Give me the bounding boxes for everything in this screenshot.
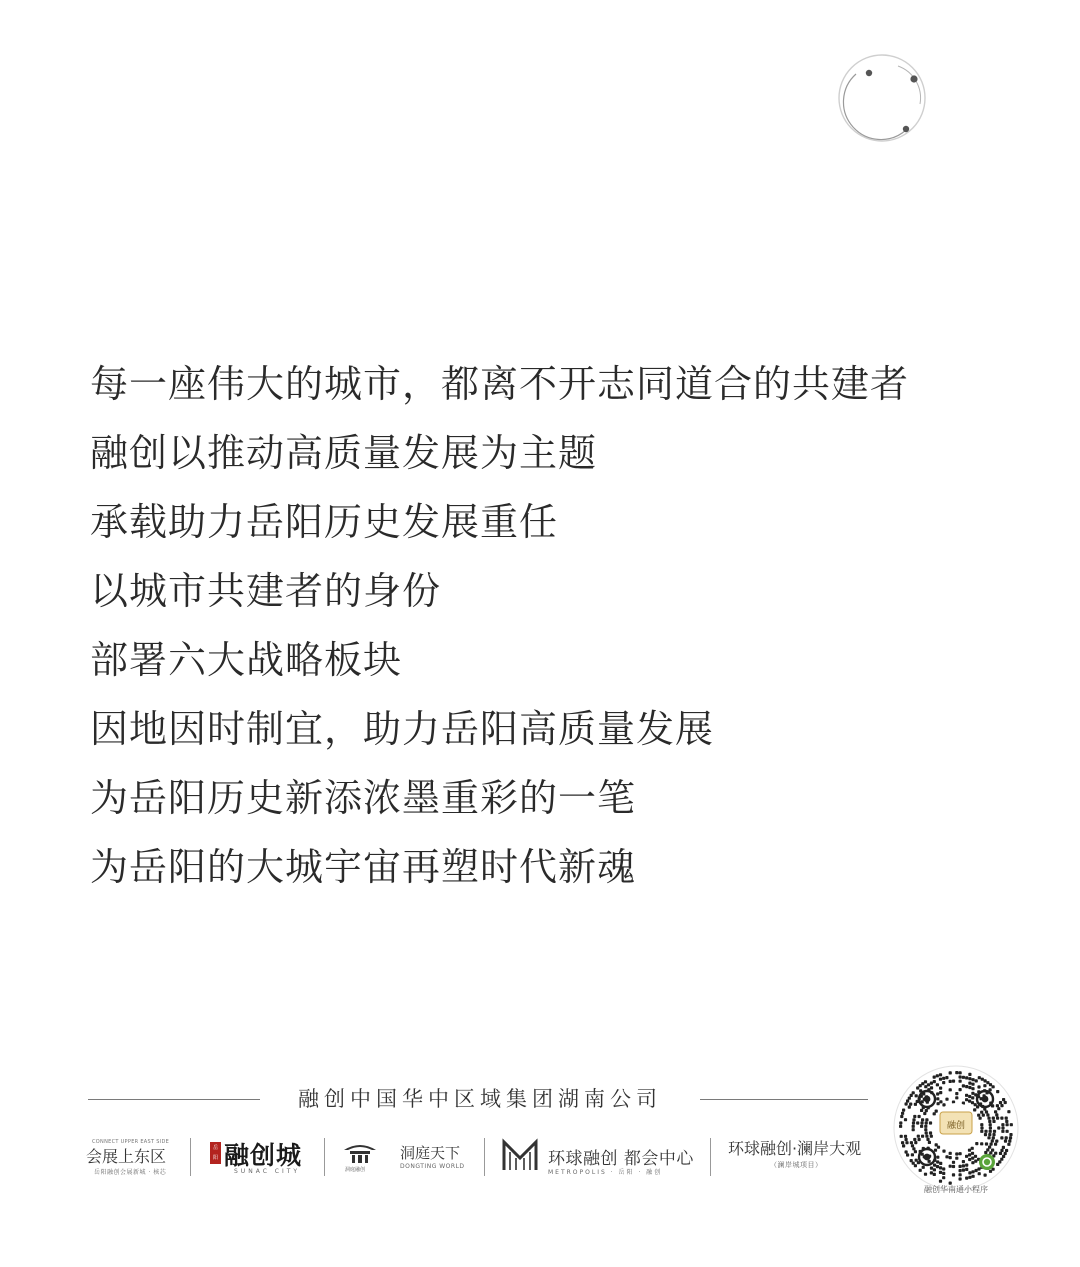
brand-logo-lanan xyxy=(726,1130,876,1186)
brand-subtitle: DONGTING WORLD xyxy=(400,1163,465,1170)
orbit-logo-icon xyxy=(836,52,928,144)
brand-subtitle: 岳阳融创会展新城 · 核芯 xyxy=(94,1169,167,1176)
brand-mark-caption: 洞庭融创 xyxy=(345,1167,366,1173)
brand-logos-row xyxy=(86,1130,876,1186)
brand-name: 环球融创·澜岸大观 xyxy=(728,1139,862,1158)
brand-name: 洞庭天下 xyxy=(400,1144,461,1162)
mini-program-qr-code[interactable] xyxy=(893,1065,1019,1191)
brand-separator xyxy=(710,1138,711,1176)
brand-name: 融创城 xyxy=(224,1141,303,1170)
brand-separator xyxy=(190,1138,191,1176)
divider-line xyxy=(88,1099,260,1100)
seal-label: 岳阳 xyxy=(212,1145,218,1161)
company-name: 融创中国华中区域集团湖南公司 xyxy=(298,1087,662,1111)
brand-tagline: CONNECT UPPER EAST SIDE xyxy=(92,1139,170,1145)
brand-separator xyxy=(484,1138,485,1176)
poem-text-block xyxy=(90,350,1030,902)
divider-line xyxy=(700,1099,868,1100)
m-monogram-icon xyxy=(502,1138,538,1172)
poem-line: 每一座伟大的城市，都离不开志同道合的共建者 xyxy=(90,362,910,406)
brand-logo-metropolis xyxy=(502,1130,696,1186)
brand-subtitle: METROPOLIS · 岳阳 · 融创 xyxy=(548,1169,663,1176)
poem-line: 部署六大战略板块 xyxy=(90,638,403,682)
company-row xyxy=(88,1084,868,1114)
poem-line: 为岳阳历史新添浓墨重彩的一笔 xyxy=(90,776,637,820)
poem-line: 融创以推动高质量发展为主题 xyxy=(90,431,598,475)
brand-subtitle: （澜岸城项目） xyxy=(770,1161,823,1169)
brand-logo-dongting xyxy=(342,1130,472,1186)
poem-line: 以城市共建者的身份 xyxy=(90,569,442,613)
qr-caption: 融创华南通小程序 xyxy=(924,1185,988,1194)
brand-name: 环球融创 都会中心 xyxy=(548,1149,694,1169)
brand-logo-huizhan xyxy=(86,1130,176,1186)
pavilion-roof-icon xyxy=(342,1140,378,1164)
brand-logo-sunac-city xyxy=(210,1130,310,1186)
brand-subtitle: SUNAC CITY xyxy=(234,1168,301,1175)
brand-separator xyxy=(324,1138,325,1176)
brand-name: 会展上东区 xyxy=(86,1147,167,1166)
footer xyxy=(0,1060,1080,1267)
poem-line: 因地因时制宜，助力岳阳高质量发展 xyxy=(90,707,715,751)
poem-line: 承载助力岳阳历史发展重任 xyxy=(90,500,559,544)
poem-line: 为岳阳的大城宇宙再塑时代新魂 xyxy=(90,845,637,889)
qr-center-label: 融创 xyxy=(946,1121,966,1131)
